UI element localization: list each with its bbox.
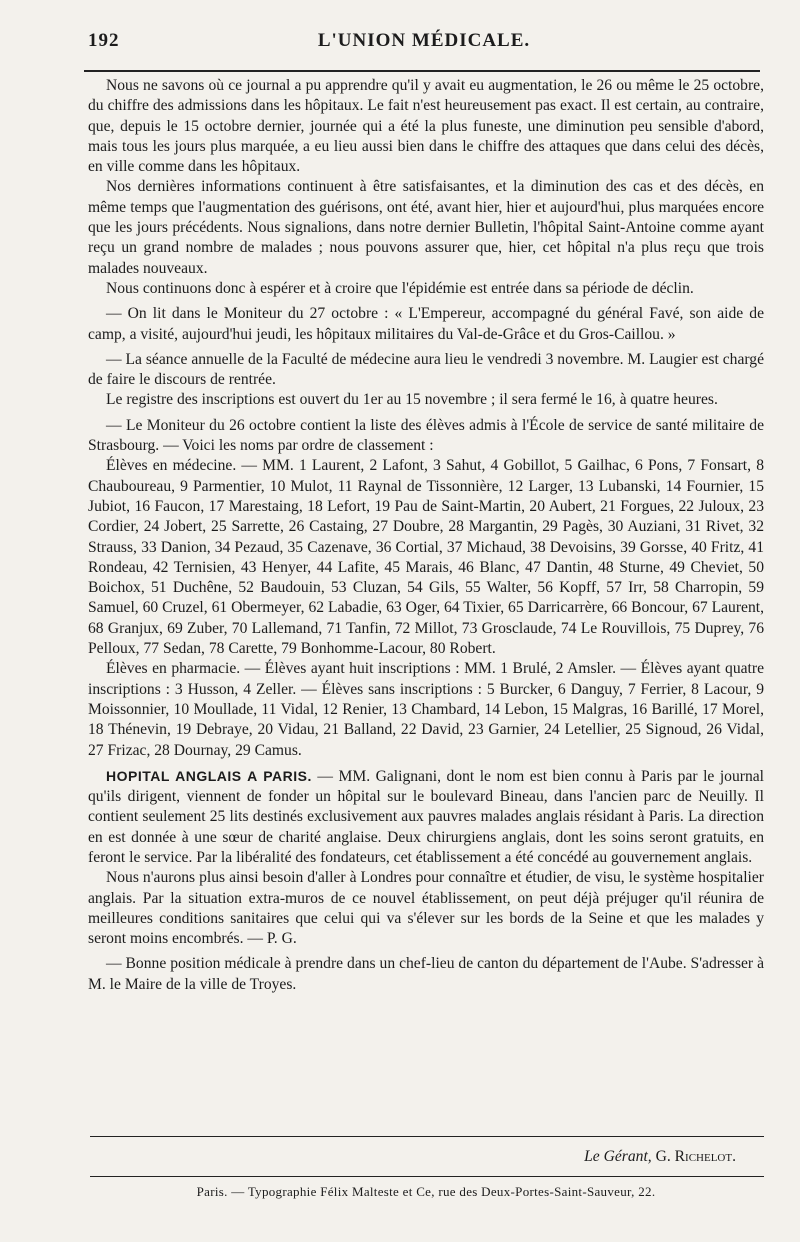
printer-imprint: Paris. — Typographie Félix Malteste et Ce, rue des Deux-Portes-Saint-Sauveur, 22. — [196, 1184, 656, 1199]
paragraph: Nos dernières informations continuent à être satisfaisantes, et la diminution des cas et des décès, en même temps que l'augmentation des guérisons, ont été, avant hier, hier et aujourd'hui, plus marquées encore que les jours précédents. Nous signalions, dans notre dernier Bulletin, l'hôpital Saint-Antoine comme ayant reçu un grand nombre de malades ; nous pouvons assurer que, hier, cet hôpital n'a plus reçu que trois malades nouveaux. — [88, 178, 764, 277]
page-header — [88, 30, 760, 60]
signature-label: Le Gérant, — [584, 1148, 652, 1165]
student-list-pharmacy: Élèves en pharmacie. — Élèves ayant huit inscriptions : MM. 1 Brulé, 2 Amsler. — Élèves ayant quatre inscriptions : 3 Husson, 4 Zeller. — Élèves sans inscriptions : 5 Burcker, 6 Danguy, 7 Ferrier, 8 Lacour, 9 Moissonnier, 10 Moullade, 11 Vidal, 12 Renier, 13 Chambard, 14 Lebon, 15 Malgras, 16 Barillé, 17 Morel, 18 Thénevin, 19 Debraye, 20 Vidau, 21 Balland, 22 David, 23 Garnier, 24 Letellier, 25 Signoud, 26 Vidal, 27 Frizac, 28 Dournay, 29 Camus. — [88, 660, 764, 759]
journal-title: L'UNION MÉDICALE. — [317, 30, 531, 51]
page-number: 192 — [88, 30, 120, 51]
advertisement: — Bonne position médicale à prendre dans un chef-lieu de canton du département de l'Aube. S'adresser à M. le Maire de la ville de Troyes. — [88, 955, 764, 993]
paragraph: — On lit dans le Moniteur du 27 octobre : « L'Empereur, accompagné du général Favé, son aide de camp, a visité, aujourd'hui jeudi, les hôpitaux militaires du Val-de-Grâce et du Gros-Caillou. » — [88, 305, 764, 343]
article-body — [88, 76, 764, 995]
signature-name: G. Richelot. — [655, 1148, 736, 1165]
paragraph: Nous continuons donc à espérer et à croire que l'épidémie est entrée dans sa période de déclin. — [106, 279, 694, 297]
hospital-heading: HOPITAL ANGLAIS A PARIS. — [106, 767, 312, 784]
paragraph: Le registre des inscriptions est ouvert du 1er au 15 novembre ; il sera fermé le 16, à quatre heures. — [106, 391, 718, 409]
footer-rule-lower — [90, 1176, 764, 1177]
paragraph: — La séance annuelle de la Faculté de médecine aura lieu le vendredi 3 novembre. M. Laugier est chargé de faire le discours de rentrée. — [88, 350, 764, 389]
paragraph: Nous ne savons où ce journal a pu apprendre qu'il y avait eu augmentation, le 26 ou même le 25 octobre, du chiffre des admissions dans les hôpitaux. Le fait n'est heureusement pas exact. Il est certain, au contraire, que, depuis le 15 octobre dernier, journée qui a été la plus funeste, une diminution peu sensible d'abord, mais tous les jours plus marquée, a eu lieu aussi bien dans le chiffre des attaques que dans celui des décès, en ville comme dans les hôpitaux. — [88, 77, 764, 176]
signature — [88, 1148, 736, 1166]
header-rule — [84, 70, 760, 72]
hospital-paragraph — [88, 766, 764, 868]
footer-rule-upper — [90, 1136, 764, 1137]
paragraph: — Le Moniteur du 26 octobre contient la liste des élèves admis à l'École de service de santé militaire de Strasbourg. — Voici les noms par ordre de classement : — [88, 416, 764, 455]
hospital-text: — MM. Galignani, dont le nom est bien connu à Paris par le journal qu'ils dirigent, viennent de fonder un hôpital sur le boulevard Bineau, dans l'ancien parc de Neuilly. Il contient seulement 25 lits destinés exclusivement aux pauvres malades anglais résidant à Paris. La direction en est donnée à une sœur de charité anglaise. Deux chirurgiens anglais, dont les soins seront gratuits, en feront le service. Par la libéralité des fondateurs, cet établissement a été concédé au gouvernement anglais. — [88, 767, 764, 866]
paragraph: Nous n'aurons plus ainsi besoin d'aller à Londres pour connaître et étudier, de visu, le système hospitalier anglais. Par la situation extra-muros de ce nouvel établissement, on peut déjà préjuger qu'il réunira de meilleures conditions sanitaires que celui qui va s'élever sur les bords de la Seine et que les malades y seront moins encombrés. — P. G. — [88, 869, 764, 948]
student-list-medicine: Élèves en médecine. — MM. 1 Laurent, 2 Lafont, 3 Sahut, 4 Gobillot, 5 Gailhac, 6 Pons, 7 Fonsart, 8 Chauboureau, 9 Parmentier, 10 Mulot, 11 Raynal de Tissonnière, 12 Larger, 13 Lubanski, 14 Fournier, 15 Jubiot, 16 Faucon, 17 Marestaing, 18 Lefort, 19 Pau de Saint-Martin, 20 Aubert, 21 Forgues, 22 Juloux, 23 Cordier, 24 Jobert, 25 Sarrette, 26 Castaing, 27 Doubre, 28 Margantin, 29 Pagès, 30 Auziani, 31 Rivet, 32 Strauss, 33 Danion, 34 Pezaud, 35 Cazenave, 36 Cortial, 37 Michaud, 38 Devoisins, 39 Gorsse, 40 Fritz, 41 Rondeau, 42 Ternisien, 43 Henyer, 44 Lafite, 45 Marais, 46 Blanc, 47 Dantin, 48 Sturne, 49 Cheviet, 50 Boichox, 51 Duchêne, 52 Baudouin, 53 Cluzan, 54 Gils, 55 Walter, 56 Kopff, 57 Irr, 58 Charropin, 59 Samuel, 60 Cruzel, 61 Obermeyer, 62 Labadie, 63 Oger, 64 Tixier, 65 Darricarrère, 66 Boncour, 67 Laurent, 68 Granjux, 69 Zuber, 70 Lallemand, 71 Tanfin, 72 Millot, 73 Grosclaude, 74 Le Rouvillois, 75 Duprey, 76 Pelloux, 77 Sedan, 78 Carette, 79 Bonhomme-Lacour, 80 Robert. — [88, 457, 764, 658]
